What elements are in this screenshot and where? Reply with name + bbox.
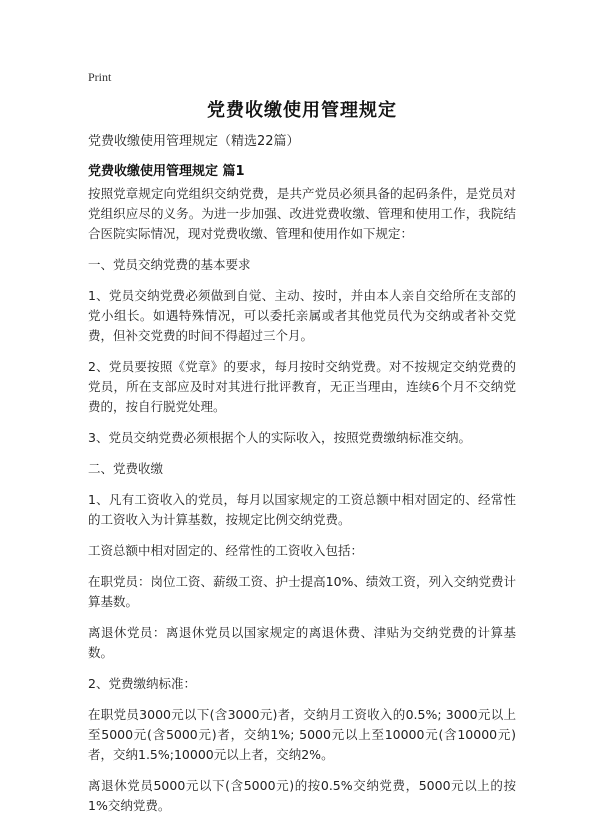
section-heading: 党费收缴使用管理规定 篇1 — [88, 164, 245, 179]
paragraph: 2、党员要按照《党章》的要求，每月按时交纳党费。对不按规定交纳党费的党员，所在支部应及时对其进行批评教育，无正当理由，连续6个月不交纳党费的，按自行脱党处理。 — [88, 359, 516, 414]
paragraph: 工资总额中相对固定的、经常性的工资收入包括： — [88, 543, 364, 558]
paragraph: 离退休党员：离退休党员以国家规定的离退休费、津贴为交纳党费的计算基数。 — [88, 625, 516, 660]
paragraph: 一、党员交纳党费的基本要求 — [88, 257, 251, 272]
paragraph: 二、党费收缴 — [88, 461, 164, 476]
paragraph: 在职党员：岗位工资、薪级工资、护士提高10%、绩效工资，列入交纳党费计算基数。 — [88, 574, 516, 609]
paragraph: 离退休党员5000元以下(含5000元)的按0.5%交纳党费，5000元以上的按1%交纳党费。 — [88, 778, 516, 813]
paragraph: 在职党员3000元以下(含3000元)者，交纳月工资收入的0.5%; 3000元以上至5000元(含5000元)者，交纳1%; 5000元以上至10000元(含10000元)者，交纳1.5%;10000元以上者，交纳2%。 — [88, 707, 516, 762]
document-subtitle: 党费收缴使用管理规定（精选22篇） — [88, 134, 300, 149]
document-title: 党费收缴使用管理规定 — [207, 100, 397, 121]
document-body — [88, 184, 516, 827]
paragraph: 1、党员交纳党费必须做到自觉、主动、按时，并由本人亲自交给所在支部的党小组长。如遇特殊情况，可以委托亲属或者其他党员代为交纳或者补交党费，但补交党费的时间不得超过三个月。 — [88, 288, 516, 343]
paragraph: 1、凡有工资收入的党员，每月以国家规定的工资总额中相对固定的、经常性的工资收入为计算基数，按规定比例交纳党费。 — [88, 492, 516, 527]
paragraph: 3、党员交纳党费必须根据个人的实际收入，按照党费缴纳标准交纳。 — [88, 430, 471, 445]
print-label[interactable]: Print — [88, 70, 112, 84]
paragraph: 2、党费缴纳标准： — [88, 676, 196, 691]
paragraph: 按照党章规定向党组织交纳党费，是共产党员必须具备的起码条件，是党员对党组织应尽的义务。为进一步加强、改进党费收缴、管理和使用工作，我院结合医院实际情况，现对党费收缴、管理和使用作如下规定： — [88, 186, 516, 241]
